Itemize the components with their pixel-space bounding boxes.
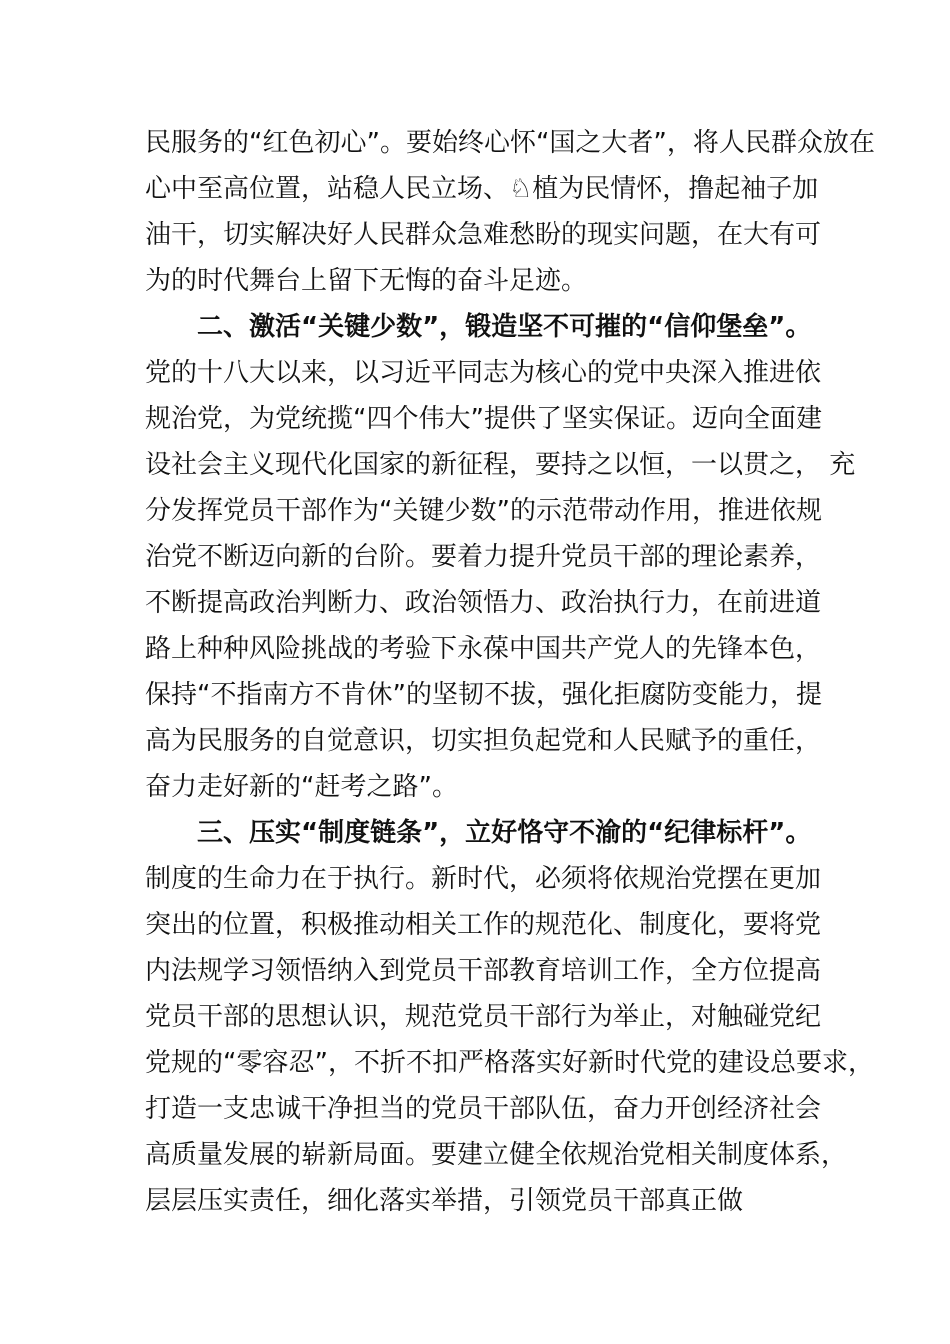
body-line: 治党不断迈向新的台阶。要着力提升党员干部的理论素养，: [145, 542, 822, 572]
document-body: [145, 120, 875, 1224]
section-heading-2: 二、激活“关键少数”，锻造坚不可摧的“信仰堡垒”。: [197, 312, 812, 342]
body-line: 心中至高位置，站稳人民立场、♘植为民情怀，撸起袖子加: [145, 174, 819, 204]
body-line: 分发挥党员干部作为“关键少数”的示范带动作用，推进依规: [145, 496, 822, 526]
body-line: 油干，切实解决好人民群众急难愁盼的现实问题，在大有可: [145, 220, 822, 250]
body-line: 内法规学习领悟纳入到党员干部教育培训工作，全方位提高: [145, 956, 822, 986]
body-line: 高为民服务的自觉意识，切实担负起党和人民赋予的重任，: [145, 726, 822, 756]
body-line: 设社会主义现代化国家的新征程，要持之以恒，一以贯之， 充: [145, 450, 856, 480]
body-line: 党的十八大以来，以习近平同志为核心的党中央深入推进依: [145, 358, 822, 388]
body-line: 为的时代舞台上留下无悔的奋斗足迹。: [145, 266, 588, 296]
body-line: 层层压实责任，细化落实举措，引领党员干部真正做: [145, 1186, 744, 1216]
body-line: 保持“不指南方不肯休”的坚韧不拔，强化拒腐防变能力，提: [145, 680, 822, 710]
body-line: 路上种种风险挑战的考验下永葆中国共产党人的先锋本色，: [145, 634, 822, 664]
body-line: 突出的位置，积极推动相关工作的规范化、制度化，要将党: [145, 910, 822, 940]
body-line: 党规的“零容忍”，不折不扣严格落实好新时代党的建设总要求，: [145, 1048, 874, 1078]
body-line: 打造一支忠诚干净担当的党员干部队伍，奋力开创经济社会: [145, 1094, 822, 1124]
body-line: 规治党，为党统揽“四个伟大”提供了坚实保证。迈向全面建: [145, 404, 822, 434]
body-line: 党员干部的思想认识，规范党员干部行为举止，对触碰党纪: [145, 1002, 822, 1032]
body-line: 高质量发展的崭新局面。要建立健全依规治党相关制度体系，: [145, 1140, 848, 1170]
body-line: 制度的生命力在于执行。新时代，必须将依规治党摆在更加: [145, 864, 822, 894]
body-line: 民服务的“红色初心”。要始终心怀“国之大者”，将人民群众放在: [145, 128, 875, 158]
section-heading-3: 三、压实“制度链条”，立好恪守不渝的“纪律标杆”。: [197, 818, 812, 848]
body-line: 不断提高政治判断力、政治领悟力、政治执行力，在前进道: [145, 588, 822, 618]
body-line: 奋力走好新的“赶考之路”。: [145, 772, 458, 802]
